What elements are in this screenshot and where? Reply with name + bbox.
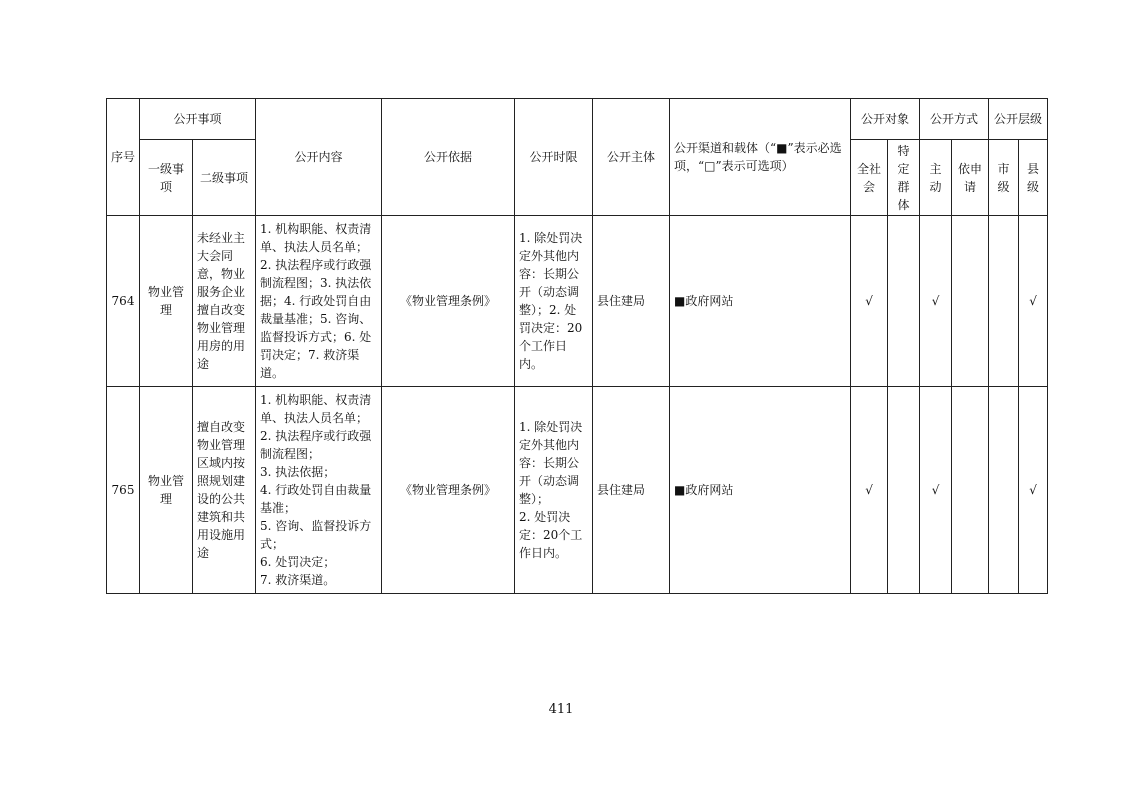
row-target-all: √ [851, 387, 888, 594]
row-level-city [989, 216, 1019, 387]
row-level1: 物业管理 [140, 387, 193, 594]
row-method-apply [952, 216, 989, 387]
header-channel: 公开渠道和载体（“■”表示必选项，“□”表示可选项） [670, 99, 851, 216]
time-limit-line: 1. 除处罚决定外其他内容：长期公开（动态调整）；2. 处罚决定：20个工作日内。 [519, 231, 583, 371]
header-method-apply: 依申请 [952, 140, 989, 216]
row-target-all: √ [851, 216, 888, 387]
table-row [107, 216, 1048, 387]
row-time-limit [515, 387, 593, 594]
time-limit-line: 2. 处罚决定：20个工作日内。 [519, 510, 583, 560]
row-level-county: √ [1019, 387, 1048, 594]
row-target-specific [888, 216, 920, 387]
header-item-group: 公开事项 [140, 99, 256, 140]
row-seq: 765 [107, 387, 140, 594]
row-target-specific [888, 387, 920, 594]
header-target-specific: 特定群体 [888, 140, 920, 216]
row-channel: ■政府网站 [670, 216, 851, 387]
time-limit-line: 1. 除处罚决定外其他内容：长期公开（动态调整）； [519, 420, 583, 506]
header-time-limit: 公开时限 [515, 99, 593, 216]
row-content [256, 216, 382, 387]
row-subject: 县住建局 [593, 216, 670, 387]
header-level-city: 市级 [989, 140, 1019, 216]
content-line: 2. 执法程序或行政强制流程图；3. 执法依据；4. 行政处罚自由裁量基准；5. 咨询、监督投诉方式；6. 处罚决定；7. 救济渠道。 [260, 258, 372, 380]
table-row [107, 387, 1048, 594]
disclosure-table [106, 98, 1048, 594]
content-line: 4. 行政处罚自由裁量基准； [260, 483, 372, 515]
header-method-active: 主动 [920, 140, 952, 216]
content-line: 6. 处罚决定； [260, 555, 336, 569]
row-channel: ■政府网站 [670, 387, 851, 594]
row-level2: 擅自改变物业管理区域内按照规划建设的公共建筑和共用设施用途 [193, 387, 256, 594]
header-subject: 公开主体 [593, 99, 670, 216]
row-method-active: √ [920, 387, 952, 594]
header-basis: 公开依据 [382, 99, 515, 216]
row-level1: 物业管理 [140, 216, 193, 387]
row-seq: 764 [107, 216, 140, 387]
header-level-group: 公开层级 [989, 99, 1048, 140]
content-line: 5. 咨询、监督投诉方式； [260, 519, 372, 551]
header-seq: 序号 [107, 99, 140, 216]
header-level2: 二级事项 [193, 140, 256, 216]
row-level2: 未经业主大会同意，物业服务企业擅自改变物业管理用房的用途 [193, 216, 256, 387]
header-level-county: 县级 [1019, 140, 1048, 216]
row-method-active: √ [920, 216, 952, 387]
content-line: 3. 执法依据； [260, 465, 336, 479]
header-method-group: 公开方式 [920, 99, 989, 140]
header-level1: 一级事项 [140, 140, 193, 216]
page-number: 411 [548, 702, 574, 717]
content-line: 1. 机构职能、权责清单、执法人员名单； [260, 393, 372, 425]
content-line: 7. 救济渠道。 [260, 573, 336, 587]
row-content [256, 387, 382, 594]
row-basis: 《物业管理条例》 [382, 387, 515, 594]
row-time-limit [515, 216, 593, 387]
row-subject: 县住建局 [593, 387, 670, 594]
row-level-county: √ [1019, 216, 1048, 387]
row-method-apply [952, 387, 989, 594]
header-target-all: 全社会 [851, 140, 888, 216]
content-line: 1. 机构职能、权责清单、执法人员名单； [260, 222, 372, 254]
header-content: 公开内容 [256, 99, 382, 216]
header-target-group: 公开对象 [851, 99, 920, 140]
content-line: 2. 执法程序或行政强制流程图； [260, 429, 372, 461]
row-level-city [989, 387, 1019, 594]
row-basis: 《物业管理条例》 [382, 216, 515, 387]
